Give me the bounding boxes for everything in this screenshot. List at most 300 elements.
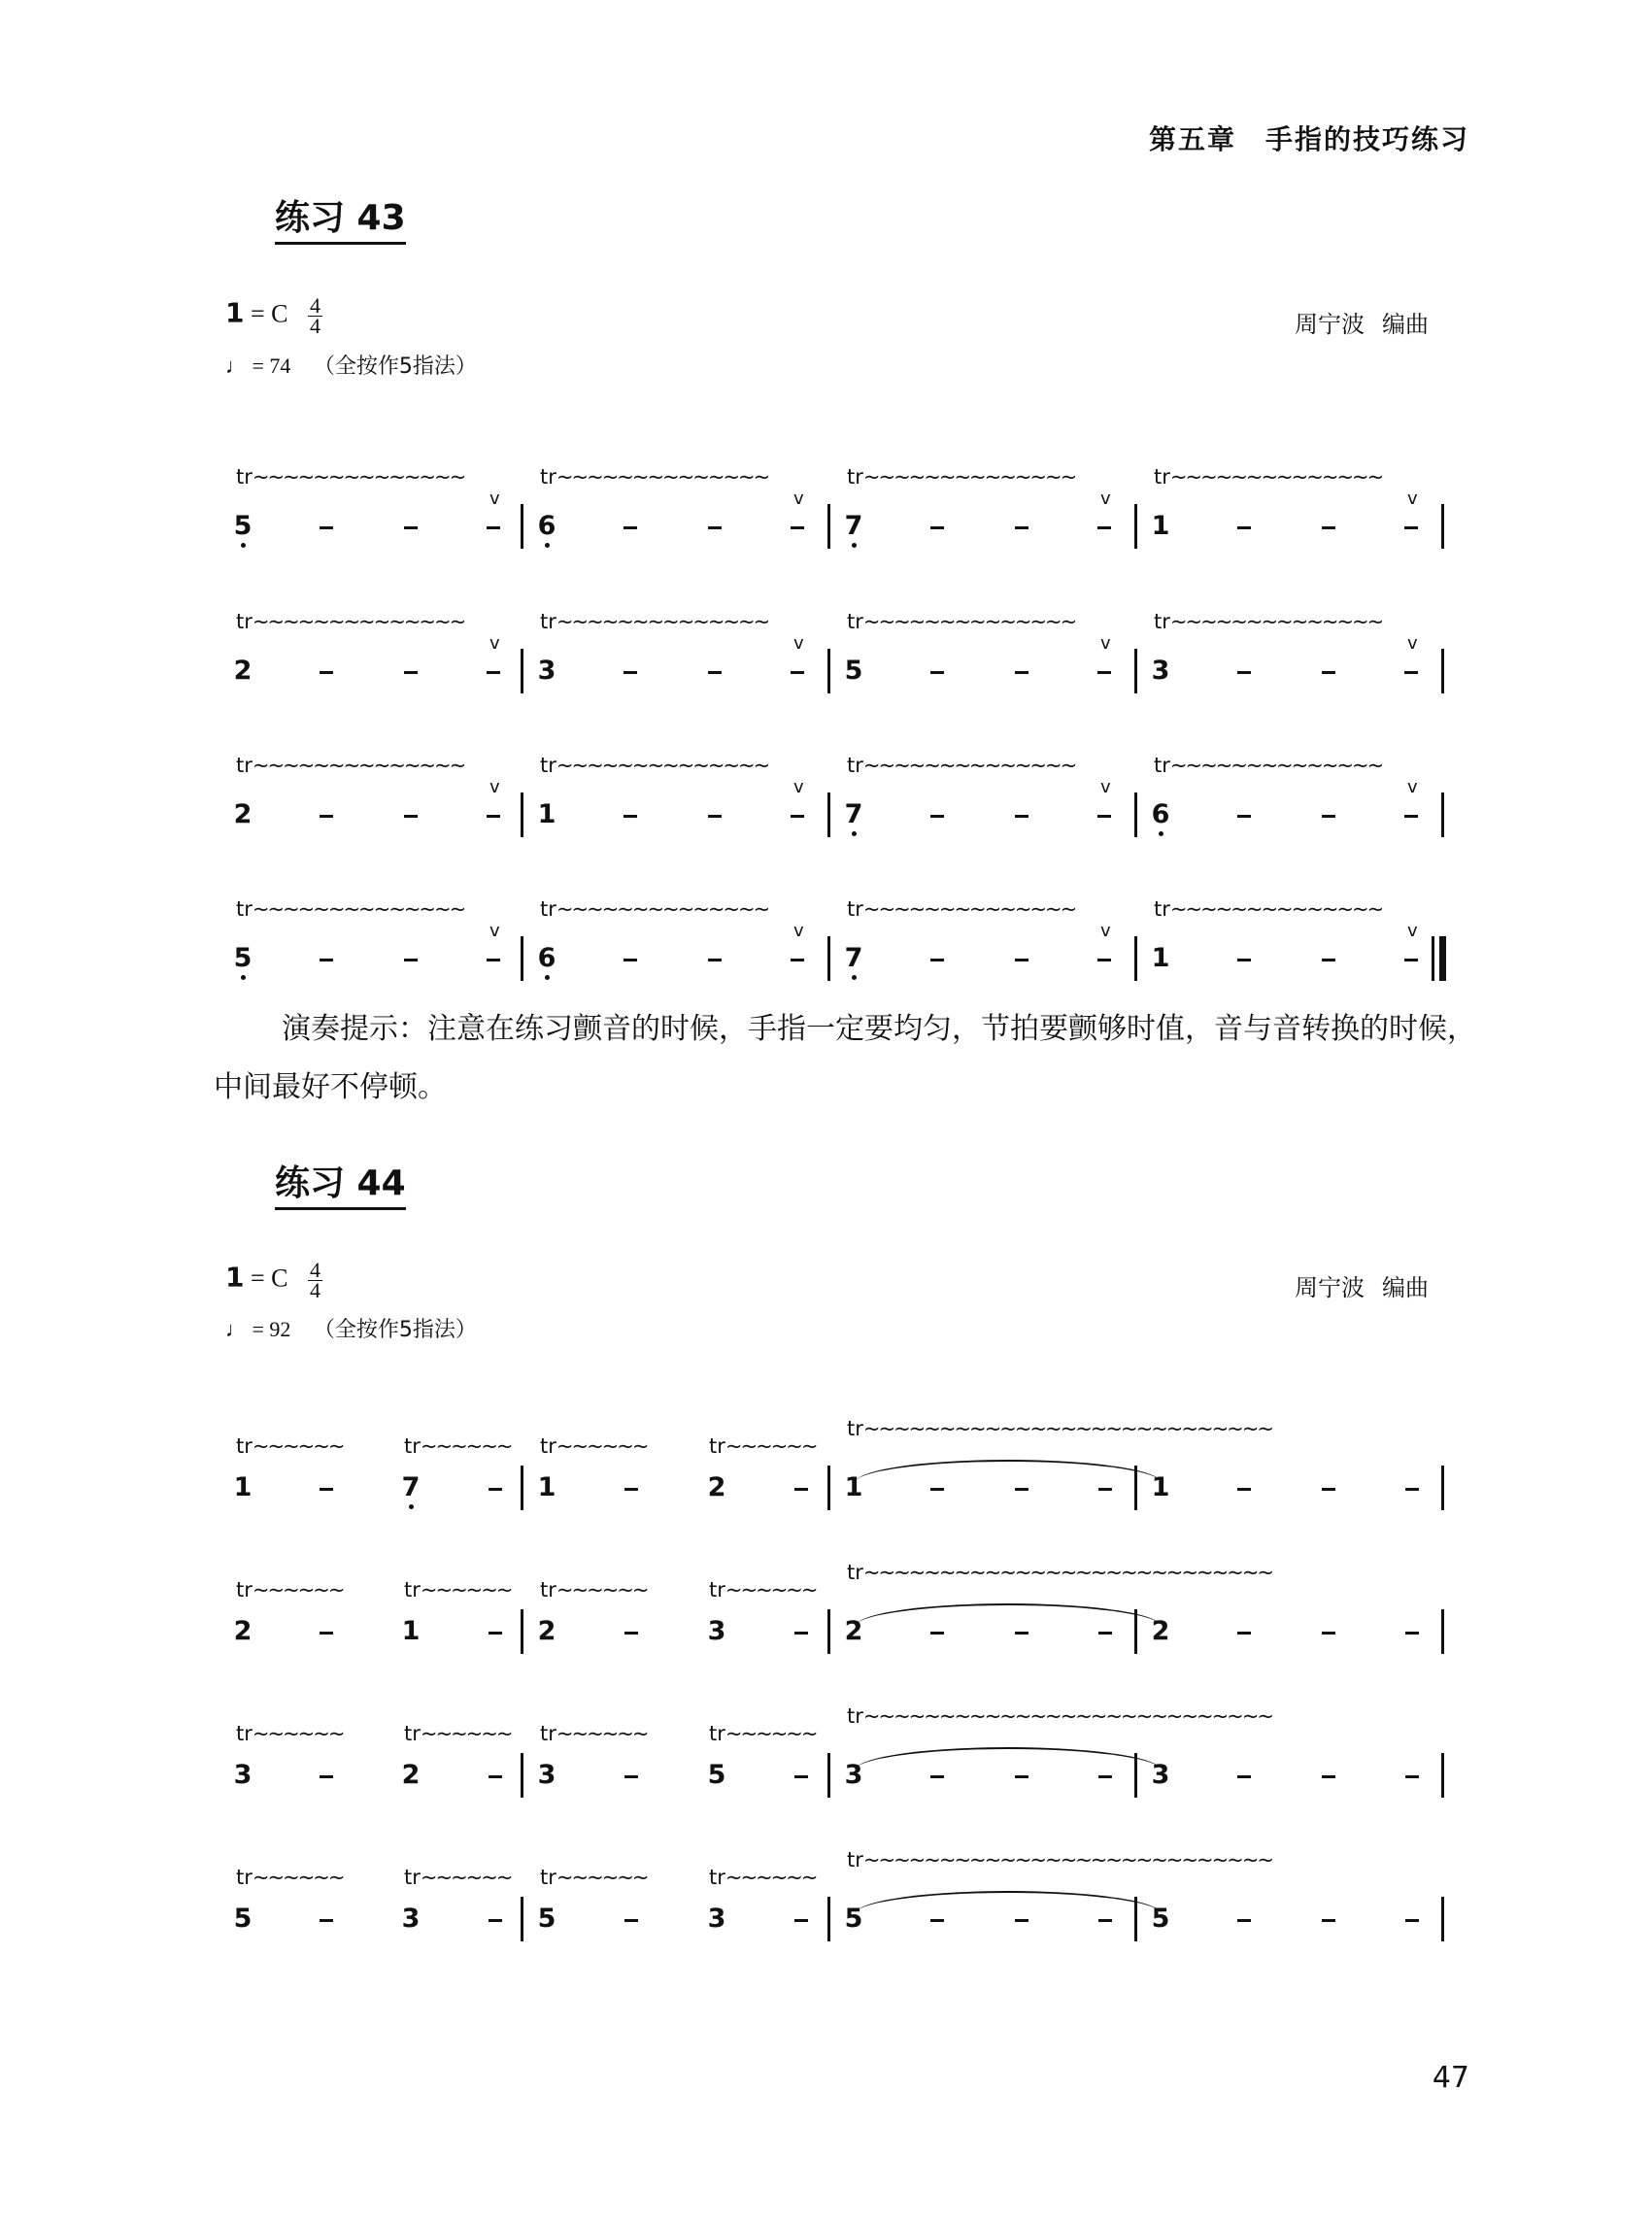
- sustain-dash: [794, 1775, 808, 1778]
- sustain-dash: [1322, 526, 1335, 529]
- time-top: 4: [310, 293, 320, 318]
- trill-label: tr: [404, 1722, 421, 1745]
- exercise-43-title: 练习 43: [275, 190, 406, 245]
- trill-label: tr: [847, 465, 863, 489]
- sustain-dash: [1098, 1775, 1112, 1778]
- breath-mark: v: [1407, 633, 1418, 654]
- trill-wave: ~~~~~~: [725, 1434, 817, 1458]
- sustain-dash: [1322, 671, 1335, 674]
- sustain-dash: [708, 526, 722, 529]
- trill-mark: [236, 1722, 343, 1745]
- trill-mark: [540, 1866, 647, 1889]
- note: 5: [233, 511, 253, 541]
- sustain-dash: [1015, 815, 1028, 818]
- exercise-44-tempo: [225, 1313, 477, 1343]
- breath-mark: v: [1407, 777, 1418, 797]
- trill-wave: ~~~~~~: [556, 1434, 648, 1458]
- trill-mark: [236, 465, 464, 489]
- sustain-dash: [1097, 815, 1111, 818]
- trill-mark: [709, 1578, 816, 1601]
- trill-wave: ~~~~~~~~~~~~~~: [556, 897, 769, 921]
- trill-label: tr: [404, 1434, 421, 1458]
- trill-mark: [404, 1866, 511, 1889]
- trill-label: tr: [540, 1722, 556, 1745]
- sustain-dash: [1015, 959, 1028, 961]
- note: 5: [233, 943, 253, 973]
- sustain-dash: [930, 1775, 944, 1778]
- sustain-dash: [930, 1632, 944, 1635]
- trill-mark: [404, 1722, 511, 1745]
- key-signature: = C: [250, 299, 288, 328]
- sustain-dash: [1405, 1488, 1419, 1491]
- note: 1: [537, 799, 556, 829]
- note: 1: [1151, 1472, 1170, 1502]
- barline: [1432, 936, 1434, 981]
- key-number: 1: [225, 296, 245, 329]
- note: 3: [707, 1616, 726, 1646]
- trill-mark: [709, 1434, 816, 1458]
- octave-dot-below: [1159, 831, 1163, 836]
- time-top: 4: [310, 1258, 320, 1282]
- trill-label: tr: [540, 897, 556, 921]
- trill-label: tr: [709, 1434, 725, 1458]
- note: 5: [844, 656, 863, 686]
- trill-wave: ~~~~~~~~~~~~~~: [252, 754, 465, 777]
- exercise-44-composer: [1295, 1268, 1429, 1302]
- note: 5: [1151, 1904, 1170, 1934]
- trill-mark: [540, 610, 768, 633]
- trill-mark: [1154, 610, 1382, 633]
- tie-arc: [855, 1891, 1162, 1914]
- exercise-43-key: [225, 293, 322, 338]
- trill-wave: ~~~~~~~~~~~~~~: [556, 754, 769, 777]
- barline: [827, 936, 830, 981]
- note: 5: [537, 1904, 556, 1934]
- sustain-dash: [487, 526, 500, 529]
- note: 5: [233, 1904, 253, 1934]
- trill-mark: [236, 1578, 343, 1601]
- barline: [1134, 649, 1137, 693]
- octave-dot-below: [852, 975, 857, 980]
- trill-label: tr: [540, 1434, 556, 1458]
- breath-mark: v: [489, 633, 500, 654]
- trill-mark: [709, 1866, 816, 1889]
- note: 3: [537, 656, 556, 686]
- trill-mark: [540, 897, 768, 921]
- trill-label: tr: [404, 1866, 421, 1889]
- sustain-dash: [1098, 1919, 1112, 1922]
- sustain-dash: [1097, 671, 1111, 674]
- note: 3: [233, 1760, 253, 1790]
- sustain-dash: [930, 526, 944, 529]
- trill-mark: [709, 1722, 816, 1745]
- sustain-dash: [1015, 1775, 1028, 1778]
- note: 3: [844, 1760, 863, 1790]
- barline: [827, 1897, 830, 1941]
- trill-label: tr: [847, 1704, 863, 1728]
- key-number: 1: [225, 1261, 245, 1294]
- sustain-dash: [320, 526, 333, 529]
- sustain-dash: [794, 1488, 808, 1491]
- sustain-dash: [791, 815, 804, 818]
- trill-wave: ~~~~~~: [252, 1722, 344, 1745]
- trill-label: tr: [847, 1848, 863, 1871]
- sustain-dash: [404, 815, 418, 818]
- sustain-dash: [1404, 671, 1418, 674]
- time-bottom: 4: [310, 1278, 320, 1302]
- note: 2: [844, 1616, 863, 1646]
- exercise-43-composer: [1295, 305, 1429, 339]
- sustain-dash: [320, 1632, 333, 1635]
- sustain-dash: [489, 1919, 502, 1922]
- trill-wave: ~~~~~~: [725, 1578, 817, 1601]
- sustain-dash: [1405, 1919, 1419, 1922]
- sustain-dash: [487, 671, 500, 674]
- barline: [1441, 1609, 1444, 1654]
- sustain-dash: [624, 1488, 638, 1491]
- trill-mark: [847, 754, 1075, 777]
- note: 1: [233, 1472, 253, 1502]
- sustain-dash: [1098, 1488, 1112, 1491]
- trill-wave: ~~~~~~~~~~~~~~: [252, 610, 465, 633]
- barline: [1441, 1466, 1444, 1510]
- trill-label: tr: [709, 1722, 725, 1745]
- breath-mark: v: [1100, 489, 1111, 509]
- trill-wave: ~~~~~~~~~~~~~~~~~~~~~~~~~~~: [862, 1417, 1272, 1440]
- trill-label: tr: [236, 1722, 253, 1745]
- sustain-dash: [1015, 1488, 1028, 1491]
- barline: [827, 1753, 830, 1798]
- sustain-dash: [791, 671, 804, 674]
- sustain-dash: [1405, 1775, 1419, 1778]
- trill-wave: ~~~~~~~~~~~~~~: [862, 897, 1076, 921]
- trill-mark: [1154, 754, 1382, 777]
- note: 3: [707, 1904, 726, 1934]
- note: 3: [537, 1760, 556, 1790]
- breath-mark: v: [1100, 777, 1111, 797]
- note: 7: [844, 511, 863, 541]
- trill-label: tr: [847, 754, 863, 777]
- trill-wave: ~~~~~~~~~~~~~~: [1169, 610, 1383, 633]
- trill-wave: ~~~~~~~~~~~~~~~~~~~~~~~~~~~: [862, 1704, 1272, 1728]
- barline: [1441, 504, 1444, 549]
- sustain-dash: [320, 959, 333, 961]
- sustain-dash: [1237, 1775, 1251, 1778]
- octave-dot-below: [545, 975, 550, 980]
- breath-mark: v: [1100, 921, 1111, 941]
- note: 2: [233, 799, 253, 829]
- trill-mark: [847, 1848, 1272, 1871]
- barline: [1441, 1897, 1444, 1941]
- trill-mark: [1154, 465, 1382, 489]
- sustain-dash: [320, 1775, 333, 1778]
- sustain-dash: [930, 671, 944, 674]
- trill-mark: [236, 1434, 343, 1458]
- breath-mark: v: [1100, 633, 1111, 654]
- barline: [827, 1466, 830, 1510]
- trill-wave: ~~~~~~: [725, 1722, 817, 1745]
- final-barline: [1439, 936, 1446, 981]
- note: 6: [1151, 799, 1170, 829]
- sustain-dash: [404, 959, 418, 961]
- trill-mark: [540, 1434, 647, 1458]
- tie-arc: [855, 1747, 1162, 1770]
- sustain-dash: [708, 671, 722, 674]
- breath-mark: v: [489, 921, 500, 941]
- note: 1: [537, 1472, 556, 1502]
- note: 2: [1151, 1616, 1170, 1646]
- trill-mark: [847, 1704, 1272, 1728]
- breath-mark: v: [793, 633, 804, 654]
- breath-mark: v: [793, 921, 804, 941]
- sustain-dash: [1237, 959, 1251, 961]
- trill-wave: ~~~~~~~~~~~~~~: [1169, 754, 1383, 777]
- octave-dot-below: [409, 1504, 414, 1509]
- trill-label: tr: [404, 1578, 421, 1601]
- trill-wave: ~~~~~~: [252, 1434, 344, 1458]
- trill-label: tr: [236, 610, 253, 633]
- trill-wave: ~~~~~~: [420, 1722, 512, 1745]
- sustain-dash: [624, 526, 637, 529]
- trill-wave: ~~~~~~~~~~~~~~~~~~~~~~~~~~~: [862, 1848, 1272, 1871]
- sustain-dash: [1322, 1488, 1335, 1491]
- trill-mark: [236, 897, 464, 921]
- trill-mark: [236, 754, 464, 777]
- tempo-value: = 74: [252, 354, 291, 378]
- sustain-dash: [624, 671, 637, 674]
- trill-mark: [847, 610, 1075, 633]
- exercise-43-tempo: [225, 350, 477, 380]
- sustain-dash: [624, 1775, 638, 1778]
- note: 5: [707, 1760, 726, 1790]
- sustain-dash: [930, 815, 944, 818]
- sustain-dash: [624, 1919, 638, 1922]
- note: 3: [1151, 1760, 1170, 1790]
- composer-credit: 编曲: [1382, 1274, 1429, 1301]
- sustain-dash: [930, 1919, 944, 1922]
- sustain-dash: [930, 1488, 944, 1491]
- trill-label: tr: [847, 1417, 863, 1440]
- tempo-value: = 92: [252, 1317, 291, 1341]
- trill-label: tr: [236, 465, 253, 489]
- sustain-dash: [1015, 671, 1028, 674]
- sustain-dash: [489, 1488, 502, 1491]
- sustain-dash: [1015, 526, 1028, 529]
- breath-mark: v: [489, 489, 500, 509]
- trill-mark: [540, 1722, 647, 1745]
- key-signature: = C: [250, 1264, 288, 1293]
- trill-label: tr: [1154, 754, 1170, 777]
- barline: [1134, 792, 1137, 837]
- trill-mark: [540, 465, 768, 489]
- breath-mark: v: [793, 489, 804, 509]
- trill-label: tr: [1154, 897, 1170, 921]
- trill-wave: ~~~~~~: [556, 1722, 648, 1745]
- trill-wave: ~~~~~~~~~~~~~~: [862, 754, 1076, 777]
- performance-tip: 演奏提示：注意在练习颤音的时候，手指一定要均匀，节拍要颤够时值，音与音转换的时候，中间最好不停顿。: [214, 1012, 1476, 1104]
- trill-mark: [540, 754, 768, 777]
- breath-mark: v: [1407, 921, 1418, 941]
- octave-dot-below: [241, 975, 246, 980]
- sustain-dash: [1322, 815, 1335, 818]
- sustain-dash: [489, 1775, 502, 1778]
- note: 2: [707, 1472, 726, 1502]
- sustain-dash: [1237, 1488, 1251, 1491]
- trill-label: tr: [847, 1561, 863, 1584]
- note: 7: [844, 943, 863, 973]
- trill-wave: ~~~~~~: [725, 1866, 817, 1889]
- note: 7: [401, 1472, 421, 1502]
- trill-label: tr: [1154, 465, 1170, 489]
- trill-wave: ~~~~~~: [252, 1578, 344, 1601]
- sustain-dash: [791, 959, 804, 961]
- note: 6: [537, 943, 556, 973]
- sustain-dash: [930, 959, 944, 961]
- time-signature: [308, 293, 322, 338]
- quarter-note-icon: ♩: [225, 354, 247, 378]
- octave-dot-below: [241, 543, 246, 548]
- sustain-dash: [487, 959, 500, 961]
- barline: [1441, 792, 1444, 837]
- trill-wave: ~~~~~~~~~~~~~~: [556, 610, 769, 633]
- barline: [827, 649, 830, 693]
- sustain-dash: [1237, 671, 1251, 674]
- trill-label: tr: [236, 754, 253, 777]
- sustain-dash: [794, 1919, 808, 1922]
- trill-wave: ~~~~~~: [420, 1434, 512, 1458]
- sustain-dash: [624, 815, 637, 818]
- trill-mark: [847, 897, 1075, 921]
- barline: [827, 1609, 830, 1654]
- barline: [521, 1466, 523, 1510]
- exercise-44-title: 练习 44: [275, 1156, 406, 1210]
- trill-wave: ~~~~~~: [252, 1866, 344, 1889]
- sustain-dash: [320, 1488, 333, 1491]
- note: 2: [233, 656, 253, 686]
- sustain-dash: [624, 1632, 638, 1635]
- breath-mark: v: [1407, 489, 1418, 509]
- barline: [1441, 649, 1444, 693]
- barline: [521, 936, 523, 981]
- note: 1: [844, 1472, 863, 1502]
- note: 1: [1151, 943, 1170, 973]
- sustain-dash: [320, 815, 333, 818]
- sustain-dash: [1237, 526, 1251, 529]
- barline: [521, 649, 523, 693]
- breath-mark: v: [793, 777, 804, 797]
- sustain-dash: [1404, 959, 1418, 961]
- chapter-header: 第五章 手指的技巧练习: [1148, 123, 1469, 155]
- barline: [1134, 504, 1137, 549]
- sustain-dash: [794, 1632, 808, 1635]
- barline: [521, 1609, 523, 1654]
- sustain-dash: [1237, 815, 1251, 818]
- trill-wave: ~~~~~~: [556, 1578, 648, 1601]
- tie-arc: [855, 1603, 1162, 1627]
- sustain-dash: [1015, 1919, 1028, 1922]
- trill-wave: ~~~~~~: [420, 1578, 512, 1601]
- trill-label: tr: [847, 897, 863, 921]
- trill-mark: [404, 1434, 511, 1458]
- trill-wave: ~~~~~~: [556, 1866, 648, 1889]
- sustain-dash: [1405, 1632, 1419, 1635]
- trill-wave: ~~~~~~~~~~~~~~: [862, 465, 1076, 489]
- note: 1: [1151, 511, 1170, 541]
- fingering-hint: （全按作5指法）: [313, 354, 477, 379]
- trill-mark: [236, 610, 464, 633]
- trill-mark: [540, 1578, 647, 1601]
- trill-label: tr: [709, 1866, 725, 1889]
- exercise-44-key: [225, 1258, 322, 1302]
- sustain-dash: [624, 959, 637, 961]
- trill-wave: ~~~~~~~~~~~~~~: [252, 897, 465, 921]
- sustain-dash: [1322, 1919, 1335, 1922]
- sustain-dash: [791, 526, 804, 529]
- octave-dot-below: [545, 543, 550, 548]
- note: 6: [537, 511, 556, 541]
- barline: [1441, 1753, 1444, 1798]
- trill-wave: ~~~~~~~~~~~~~~: [1169, 897, 1383, 921]
- trill-label: tr: [540, 754, 556, 777]
- fingering-hint: （全按作5指法）: [313, 1318, 477, 1342]
- composer-name: 周宁波: [1295, 311, 1365, 338]
- trill-mark: [847, 465, 1075, 489]
- barline: [1134, 936, 1137, 981]
- time-bottom: 4: [310, 314, 320, 338]
- composer-credit: 编曲: [1382, 311, 1429, 338]
- note: 7: [844, 799, 863, 829]
- composer-name: 周宁波: [1295, 1274, 1365, 1301]
- trill-wave: ~~~~~~: [420, 1866, 512, 1889]
- trill-label: tr: [236, 1578, 253, 1601]
- barline: [521, 1897, 523, 1941]
- note: 3: [1151, 656, 1170, 686]
- trill-label: tr: [540, 465, 556, 489]
- trill-label: tr: [540, 1866, 556, 1889]
- trill-mark: [847, 1561, 1272, 1584]
- sustain-dash: [1322, 1775, 1335, 1778]
- sustain-dash: [1015, 1632, 1028, 1635]
- sustain-dash: [404, 671, 418, 674]
- barline: [521, 1753, 523, 1798]
- sustain-dash: [1322, 1632, 1335, 1635]
- trill-label: tr: [1154, 610, 1170, 633]
- trill-wave: ~~~~~~~~~~~~~~: [556, 465, 769, 489]
- trill-wave: ~~~~~~~~~~~~~~: [862, 610, 1076, 633]
- trill-label: tr: [709, 1578, 725, 1601]
- sustain-dash: [1237, 1632, 1251, 1635]
- note: 3: [401, 1904, 421, 1934]
- page-number: 47: [1432, 2061, 1469, 2095]
- trill-mark: [847, 1417, 1272, 1440]
- trill-label: tr: [236, 1434, 253, 1458]
- note: 2: [401, 1760, 421, 1790]
- trill-label: tr: [540, 610, 556, 633]
- octave-dot-below: [852, 543, 857, 548]
- sustain-dash: [1097, 526, 1111, 529]
- trill-label: tr: [236, 1866, 253, 1889]
- trill-mark: [236, 1866, 343, 1889]
- note: 1: [401, 1616, 421, 1646]
- sustain-dash: [708, 815, 722, 818]
- quarter-note-icon: ♩: [225, 1317, 247, 1341]
- barline: [521, 792, 523, 837]
- trill-wave: ~~~~~~~~~~~~~~: [1169, 465, 1383, 489]
- sustain-dash: [1237, 1919, 1251, 1922]
- trill-label: tr: [540, 1578, 556, 1601]
- sustain-dash: [1097, 959, 1111, 961]
- sustain-dash: [487, 815, 500, 818]
